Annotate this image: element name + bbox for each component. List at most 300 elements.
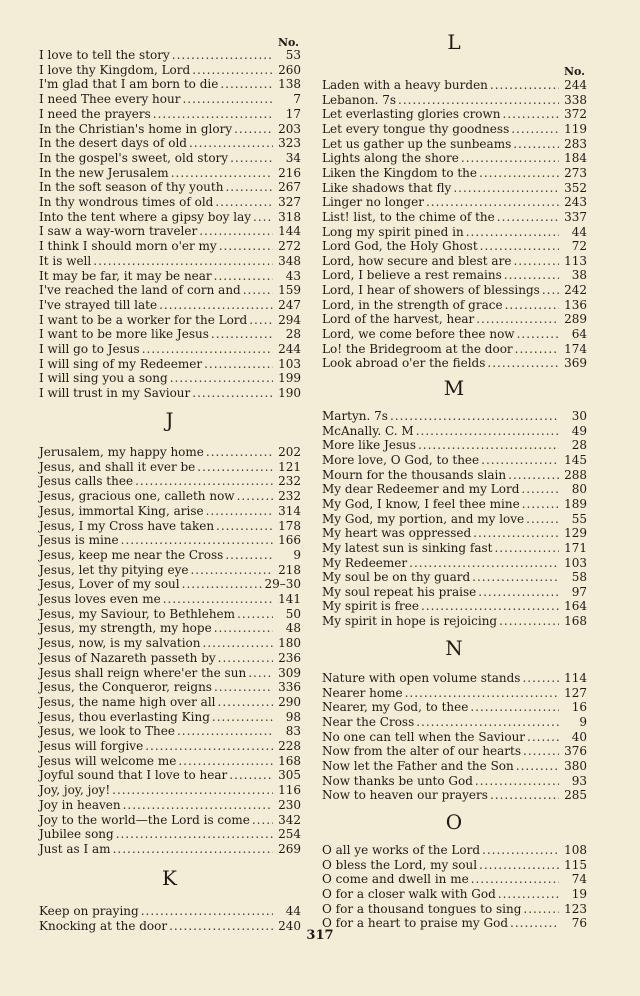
dot-leader bbox=[516, 759, 559, 773]
hymn-number: 309 bbox=[278, 665, 301, 680]
dot-leader bbox=[416, 424, 559, 438]
hymn-number: 380 bbox=[564, 758, 587, 773]
dot-leader bbox=[503, 107, 559, 121]
dot-leader bbox=[497, 210, 559, 224]
index-entry bbox=[39, 371, 301, 385]
index-entry bbox=[39, 651, 301, 665]
index-entry bbox=[322, 599, 587, 613]
hymn-number: 232 bbox=[278, 474, 301, 489]
hymn-number: 44 bbox=[571, 224, 587, 239]
hymn-number: 138 bbox=[278, 77, 301, 92]
hymn-title: Nearer home bbox=[322, 685, 403, 700]
dot-leader bbox=[421, 599, 559, 613]
dot-leader bbox=[225, 548, 273, 562]
hymn-title: I love thy Kingdom, Lord bbox=[39, 62, 191, 77]
hymn-number: 230 bbox=[278, 797, 301, 812]
dot-leader bbox=[476, 312, 559, 326]
dot-leader bbox=[521, 482, 559, 496]
hymn-number: 34 bbox=[285, 150, 301, 165]
hymn-title: Jesus, let thy pitying eye bbox=[39, 562, 189, 577]
hymn-number: 28 bbox=[571, 438, 587, 453]
index-entry bbox=[322, 788, 587, 802]
hymn-title: Jesus, my Saviour, to Bethlehem bbox=[39, 606, 236, 621]
page-number: 317 bbox=[306, 928, 334, 943]
hymn-title: I've strayed till late bbox=[39, 297, 158, 312]
dot-leader bbox=[398, 93, 559, 107]
index-entry bbox=[39, 783, 301, 797]
hymn-number: 72 bbox=[571, 239, 587, 254]
dot-leader bbox=[418, 438, 559, 452]
dot-leader bbox=[453, 181, 559, 195]
hymn-title: Near the Cross bbox=[322, 714, 415, 729]
hymn-number: 232 bbox=[278, 489, 301, 504]
hymn-title: Let us gather up the sunbeams bbox=[322, 136, 512, 151]
index-entry bbox=[39, 607, 301, 621]
section-letter-l: L bbox=[447, 30, 462, 54]
hymn-title: Jesus, I my Cross have taken bbox=[39, 518, 215, 533]
dot-leader bbox=[478, 585, 559, 599]
index-entry bbox=[39, 269, 301, 283]
hymn-number: 289 bbox=[564, 312, 587, 327]
hymn-number: 17 bbox=[285, 106, 301, 121]
hymn-number: 369 bbox=[564, 356, 587, 371]
dot-leader bbox=[479, 166, 559, 180]
dot-leader bbox=[204, 357, 273, 371]
hymn-number: 141 bbox=[278, 592, 301, 606]
hymn-title: My Redeemer bbox=[322, 555, 408, 570]
hymn-number: 108 bbox=[564, 843, 587, 857]
hymn-number: 145 bbox=[564, 452, 587, 467]
dot-leader bbox=[206, 445, 273, 459]
index-entry bbox=[39, 151, 301, 165]
index-entry bbox=[322, 93, 587, 107]
hymn-number: 49 bbox=[571, 423, 587, 438]
dot-leader bbox=[405, 686, 559, 700]
dot-leader bbox=[218, 695, 273, 709]
hymn-title: Nature with open volume stands bbox=[322, 671, 521, 685]
hymn-title: Lord, I hear of showers of blessings bbox=[322, 283, 540, 298]
hymn-number: 228 bbox=[278, 739, 301, 753]
index-entry bbox=[39, 386, 301, 400]
hymn-title: No one can tell when the Saviour bbox=[322, 729, 526, 744]
dot-leader bbox=[237, 607, 273, 621]
hymn-number: 80 bbox=[571, 482, 587, 497]
dot-leader bbox=[172, 48, 273, 62]
hymn-title: Jesus, thou everlasting King bbox=[39, 709, 210, 724]
hymn-number: 327 bbox=[278, 195, 301, 209]
index-entry bbox=[322, 342, 587, 356]
index-entry bbox=[39, 327, 301, 341]
hymn-title: Now thanks be unto God bbox=[322, 773, 473, 788]
hymn-title: My spirit is free bbox=[322, 599, 419, 614]
hymn-number: 44 bbox=[285, 904, 301, 918]
dot-leader bbox=[505, 298, 559, 312]
hymn-title: My spirit in hope is rejoicing bbox=[322, 614, 498, 629]
dot-leader bbox=[192, 63, 273, 77]
hymn-title: O for a heart to praise my God bbox=[322, 916, 509, 931]
hymn-number: 352 bbox=[564, 180, 587, 195]
dot-leader bbox=[490, 78, 559, 92]
index-entry bbox=[39, 180, 301, 194]
index-entry bbox=[39, 107, 301, 121]
hymn-title: In thy wondrous times of old bbox=[39, 195, 214, 209]
hymn-number: 48 bbox=[285, 621, 301, 636]
hymn-number: 29–30 bbox=[264, 577, 301, 592]
hymn-number: 53 bbox=[285, 48, 301, 62]
hymn-title: Joy, joy, joy! bbox=[39, 783, 111, 798]
hymn-title: Jesus shall reign where'er the sun bbox=[39, 665, 247, 680]
hymn-number: 116 bbox=[278, 783, 301, 798]
dot-leader bbox=[243, 283, 273, 297]
hymn-number: 203 bbox=[278, 121, 301, 136]
dot-leader bbox=[214, 621, 273, 635]
hymn-title: Lights along the shore bbox=[322, 151, 459, 166]
index-entry bbox=[322, 438, 587, 452]
dot-leader bbox=[527, 730, 559, 744]
hymn-number: 288 bbox=[564, 467, 587, 482]
hymn-title: Jesus, now, is my salvation bbox=[39, 636, 201, 651]
hymn-number: 376 bbox=[564, 744, 587, 759]
index-entry bbox=[39, 904, 301, 918]
dot-leader bbox=[141, 904, 273, 918]
index-entry bbox=[39, 827, 301, 841]
dot-leader bbox=[216, 519, 273, 533]
hymn-title: I need the prayers bbox=[39, 106, 151, 121]
hymn-number: 242 bbox=[564, 283, 587, 298]
dot-leader bbox=[163, 592, 273, 606]
index-entry bbox=[322, 715, 587, 729]
hymn-number: 121 bbox=[278, 459, 301, 474]
hymn-number: 171 bbox=[564, 540, 587, 555]
hymn-number: 127 bbox=[564, 685, 587, 700]
hymn-title: O all ye works of the Lord bbox=[322, 843, 481, 857]
index-entry bbox=[39, 445, 301, 459]
index-entry bbox=[322, 887, 587, 901]
dot-leader bbox=[219, 239, 273, 253]
hymn-number: 260 bbox=[278, 62, 301, 77]
index-entry bbox=[39, 224, 301, 238]
index-entry bbox=[322, 858, 587, 872]
dot-leader bbox=[211, 327, 273, 341]
dot-leader bbox=[470, 700, 559, 714]
dot-leader bbox=[178, 754, 273, 768]
index-entry bbox=[322, 254, 587, 268]
index-entry bbox=[322, 312, 587, 326]
dot-leader bbox=[426, 195, 559, 209]
dot-leader bbox=[145, 739, 273, 753]
index-entry bbox=[322, 283, 587, 297]
hymn-number: 372 bbox=[564, 107, 587, 122]
hymn-title: Jesus, and shall it ever be bbox=[39, 459, 196, 474]
dot-leader bbox=[517, 327, 559, 341]
index-entry bbox=[322, 843, 587, 857]
index-entry bbox=[322, 686, 587, 700]
hymn-number: 342 bbox=[278, 812, 301, 827]
hymn-title: Jesus loves even me bbox=[39, 592, 161, 606]
index-entry bbox=[39, 680, 301, 694]
hymn-number: 16 bbox=[571, 700, 587, 715]
dot-leader bbox=[177, 724, 273, 738]
hymn-title: Lord, I believe a rest remains bbox=[322, 268, 502, 283]
index-entry bbox=[39, 254, 301, 268]
hymn-number: 290 bbox=[278, 694, 301, 709]
index-entry bbox=[322, 453, 587, 467]
hymn-title: In the soft season of thy youth bbox=[39, 180, 224, 195]
index-entry bbox=[322, 744, 587, 758]
index-entry bbox=[322, 614, 587, 628]
hymn-title: I saw a way-worn traveler bbox=[39, 224, 198, 239]
index-entry bbox=[39, 739, 301, 753]
hymn-title: Jesus, Lover of my soul bbox=[39, 577, 180, 592]
dot-leader bbox=[135, 474, 273, 488]
hymn-title: My soul be on thy guard bbox=[322, 570, 471, 585]
hymn-number: 285 bbox=[564, 788, 587, 803]
hymn-title: I love to tell the story bbox=[39, 48, 170, 62]
hymn-title: Keep on praying bbox=[39, 904, 139, 918]
dot-leader bbox=[522, 671, 559, 685]
hymn-number: 240 bbox=[278, 918, 301, 933]
index-entry bbox=[39, 842, 301, 856]
hymn-title: I will sing of my Redeemer bbox=[39, 356, 203, 371]
index-entry bbox=[322, 327, 587, 341]
index-entry bbox=[39, 592, 301, 606]
hymn-number: 269 bbox=[278, 841, 301, 856]
hymn-title: Now let the Father and the Son bbox=[322, 758, 514, 773]
dot-leader bbox=[171, 166, 273, 180]
hymn-number: 180 bbox=[278, 636, 301, 651]
index-entry bbox=[39, 460, 301, 474]
index-entry bbox=[322, 556, 587, 570]
dot-leader bbox=[215, 195, 273, 209]
index-entry bbox=[322, 137, 587, 151]
hymn-title: Lord, how secure and blest are bbox=[322, 253, 512, 268]
hymn-title: Look abroad o'er the fields bbox=[322, 356, 486, 371]
dot-leader bbox=[416, 715, 559, 729]
index-entry bbox=[39, 621, 301, 635]
index-entry bbox=[39, 313, 301, 327]
dot-leader bbox=[192, 386, 273, 400]
hymn-title: It is well bbox=[39, 253, 92, 268]
hymn-title: Mourn for the thousands slain bbox=[322, 467, 507, 482]
index-entry bbox=[322, 512, 587, 526]
dot-leader bbox=[513, 254, 559, 268]
index-entry bbox=[39, 357, 301, 371]
hymn-number: 50 bbox=[285, 606, 301, 621]
hymn-title: Jesus will forgive bbox=[39, 739, 144, 753]
index-entry bbox=[322, 730, 587, 744]
hymn-number: 243 bbox=[564, 195, 587, 210]
hymn-title: Laden with a heavy burden bbox=[322, 78, 488, 92]
dot-leader bbox=[252, 813, 273, 827]
index-entry bbox=[39, 298, 301, 312]
index-entry bbox=[322, 497, 587, 511]
hymn-number: 114 bbox=[564, 671, 587, 685]
hymn-title: O bless the Lord, my soul bbox=[322, 857, 478, 872]
dot-leader bbox=[229, 768, 273, 782]
index-entry bbox=[322, 482, 587, 496]
index-entry bbox=[39, 239, 301, 253]
index-entry bbox=[39, 283, 301, 297]
hymn-title: Lebanon. 7s bbox=[322, 92, 397, 107]
index-entry bbox=[39, 533, 301, 547]
hymn-number: 273 bbox=[564, 165, 587, 180]
hymn-number: 103 bbox=[564, 555, 587, 570]
dot-leader bbox=[170, 371, 273, 385]
hymn-title: My God, my portion, and my love bbox=[322, 511, 525, 526]
dot-leader bbox=[479, 858, 559, 872]
hymn-number: 318 bbox=[278, 209, 301, 224]
hymn-number: 9 bbox=[579, 714, 587, 729]
hymn-number: 83 bbox=[285, 724, 301, 739]
hymn-number: 30 bbox=[571, 409, 587, 423]
hymn-number: 190 bbox=[278, 386, 301, 401]
index-entry bbox=[322, 225, 587, 239]
index-entry bbox=[39, 666, 301, 680]
index-entry bbox=[322, 78, 587, 92]
dot-leader bbox=[249, 313, 273, 327]
dot-leader bbox=[494, 541, 559, 555]
dot-leader bbox=[212, 710, 273, 724]
hymn-title: I want to be a worker for the Lord bbox=[39, 312, 248, 327]
dot-leader bbox=[481, 453, 559, 467]
dot-leader bbox=[197, 460, 273, 474]
hymn-number: 9 bbox=[293, 547, 301, 562]
hymn-title: Martyn. 7s bbox=[322, 409, 388, 423]
dot-leader bbox=[116, 827, 273, 841]
hymn-title: Joyful sound that I love to hear bbox=[39, 768, 228, 783]
dot-leader bbox=[499, 614, 559, 628]
index-entry bbox=[322, 774, 587, 788]
index-entry bbox=[322, 409, 587, 423]
hymn-title: Joy to the world—the Lord is come bbox=[39, 812, 250, 827]
dot-leader bbox=[159, 298, 273, 312]
hymn-number: 202 bbox=[278, 445, 301, 459]
hymn-number: 254 bbox=[278, 827, 301, 842]
hymn-title: Jesus, the name high over all bbox=[39, 694, 216, 709]
hymn-title: My heart was oppressed bbox=[322, 526, 472, 541]
index-entry bbox=[322, 700, 587, 714]
dot-leader bbox=[182, 577, 263, 591]
hymn-title: Let everlasting glories crown bbox=[322, 107, 501, 122]
hymn-number: 247 bbox=[278, 297, 301, 312]
index-entry bbox=[39, 210, 301, 224]
hymn-number: 119 bbox=[564, 121, 587, 136]
index-entry bbox=[39, 768, 301, 782]
index-entry bbox=[39, 195, 301, 209]
index-entry bbox=[322, 570, 587, 584]
hymn-title: Liken the Kingdom to the bbox=[322, 165, 478, 180]
hymn-title: Jesus calls thee bbox=[39, 474, 134, 489]
dot-leader bbox=[220, 77, 273, 91]
index-entry bbox=[39, 798, 301, 812]
index-entry bbox=[322, 759, 587, 773]
hymn-title: It may be far, it may be near bbox=[39, 268, 212, 283]
index-entry bbox=[39, 813, 301, 827]
dot-leader bbox=[153, 107, 273, 121]
dot-leader bbox=[522, 497, 559, 511]
index-entry bbox=[39, 474, 301, 488]
index-entry bbox=[322, 195, 587, 209]
dot-leader bbox=[508, 468, 559, 482]
dot-leader bbox=[480, 239, 559, 253]
hymn-number: 348 bbox=[278, 253, 301, 268]
hymn-title: Jesus will welcome me bbox=[39, 753, 177, 768]
index-entry bbox=[322, 268, 587, 282]
hymn-title: More love, O God, to thee bbox=[322, 452, 480, 467]
hymn-title: My God, I know, I feel thee mine bbox=[322, 496, 520, 511]
index-entry bbox=[39, 122, 301, 136]
hymn-number: 294 bbox=[278, 312, 301, 327]
hymn-number: 184 bbox=[564, 151, 587, 166]
section-letter-n: N bbox=[445, 636, 464, 660]
dot-leader bbox=[218, 651, 273, 665]
index-entry bbox=[39, 577, 301, 591]
dot-leader bbox=[523, 744, 559, 758]
index-entry bbox=[39, 754, 301, 768]
section-letter-j: J bbox=[165, 408, 175, 432]
hymn-number: 178 bbox=[278, 518, 301, 533]
dot-leader bbox=[466, 225, 559, 239]
hymn-number: 305 bbox=[278, 768, 301, 783]
index-entry bbox=[39, 710, 301, 724]
index-entry bbox=[322, 210, 587, 224]
index-entry bbox=[322, 902, 587, 916]
hymn-title: Knocking at the door bbox=[39, 918, 168, 933]
index-entry bbox=[322, 181, 587, 195]
hymn-title: In the desert days of old bbox=[39, 136, 187, 151]
dot-leader bbox=[112, 783, 273, 797]
hymn-title: Jesus, my strength, my hope bbox=[39, 621, 212, 636]
dot-leader bbox=[123, 798, 273, 812]
index-entry bbox=[322, 671, 587, 685]
dot-leader bbox=[206, 504, 273, 518]
hymn-title: Joy in heaven bbox=[39, 797, 121, 812]
dot-leader bbox=[498, 887, 559, 901]
hymn-number: 236 bbox=[278, 650, 301, 665]
index-entry bbox=[322, 526, 587, 540]
hymn-title: Jubilee song bbox=[39, 827, 114, 842]
hymn-number: 93 bbox=[571, 773, 587, 788]
number-header: No. bbox=[563, 65, 585, 78]
hymn-title: I will sing you a song bbox=[39, 371, 168, 386]
hymn-title: Linger no longer bbox=[322, 195, 424, 210]
hymn-number: 199 bbox=[278, 371, 301, 386]
hymn-title: I need Thee every hour bbox=[39, 92, 181, 107]
dot-leader bbox=[542, 283, 559, 297]
dot-leader bbox=[230, 151, 273, 165]
hymn-title: Jerusalem, my happy home bbox=[39, 445, 204, 459]
dot-leader bbox=[225, 180, 273, 194]
index-entry bbox=[322, 166, 587, 180]
hymn-title: Jesus, immortal King, arise bbox=[39, 503, 204, 518]
hymn-title: I want to be more like Jesus bbox=[39, 327, 209, 342]
hymn-title: Lord, in the strength of grace bbox=[322, 297, 503, 312]
hymn-title: Jesus, gracious one, calleth now bbox=[39, 489, 235, 504]
dot-leader bbox=[93, 254, 273, 268]
hymn-number: 337 bbox=[564, 209, 587, 224]
hymn-title: Jesus, we look to Thee bbox=[39, 724, 175, 739]
hymn-number: 314 bbox=[278, 503, 301, 518]
dot-leader bbox=[189, 136, 273, 150]
dot-leader bbox=[472, 570, 559, 584]
hymn-title: I've reached the land of corn and bbox=[39, 283, 241, 298]
section-letter-k: K bbox=[162, 866, 178, 890]
dot-leader bbox=[248, 666, 273, 680]
dot-leader bbox=[473, 526, 559, 540]
hymn-title: Jesus, the Conqueror, reigns bbox=[39, 680, 212, 695]
dot-leader bbox=[253, 210, 273, 224]
index-entry bbox=[39, 136, 301, 150]
